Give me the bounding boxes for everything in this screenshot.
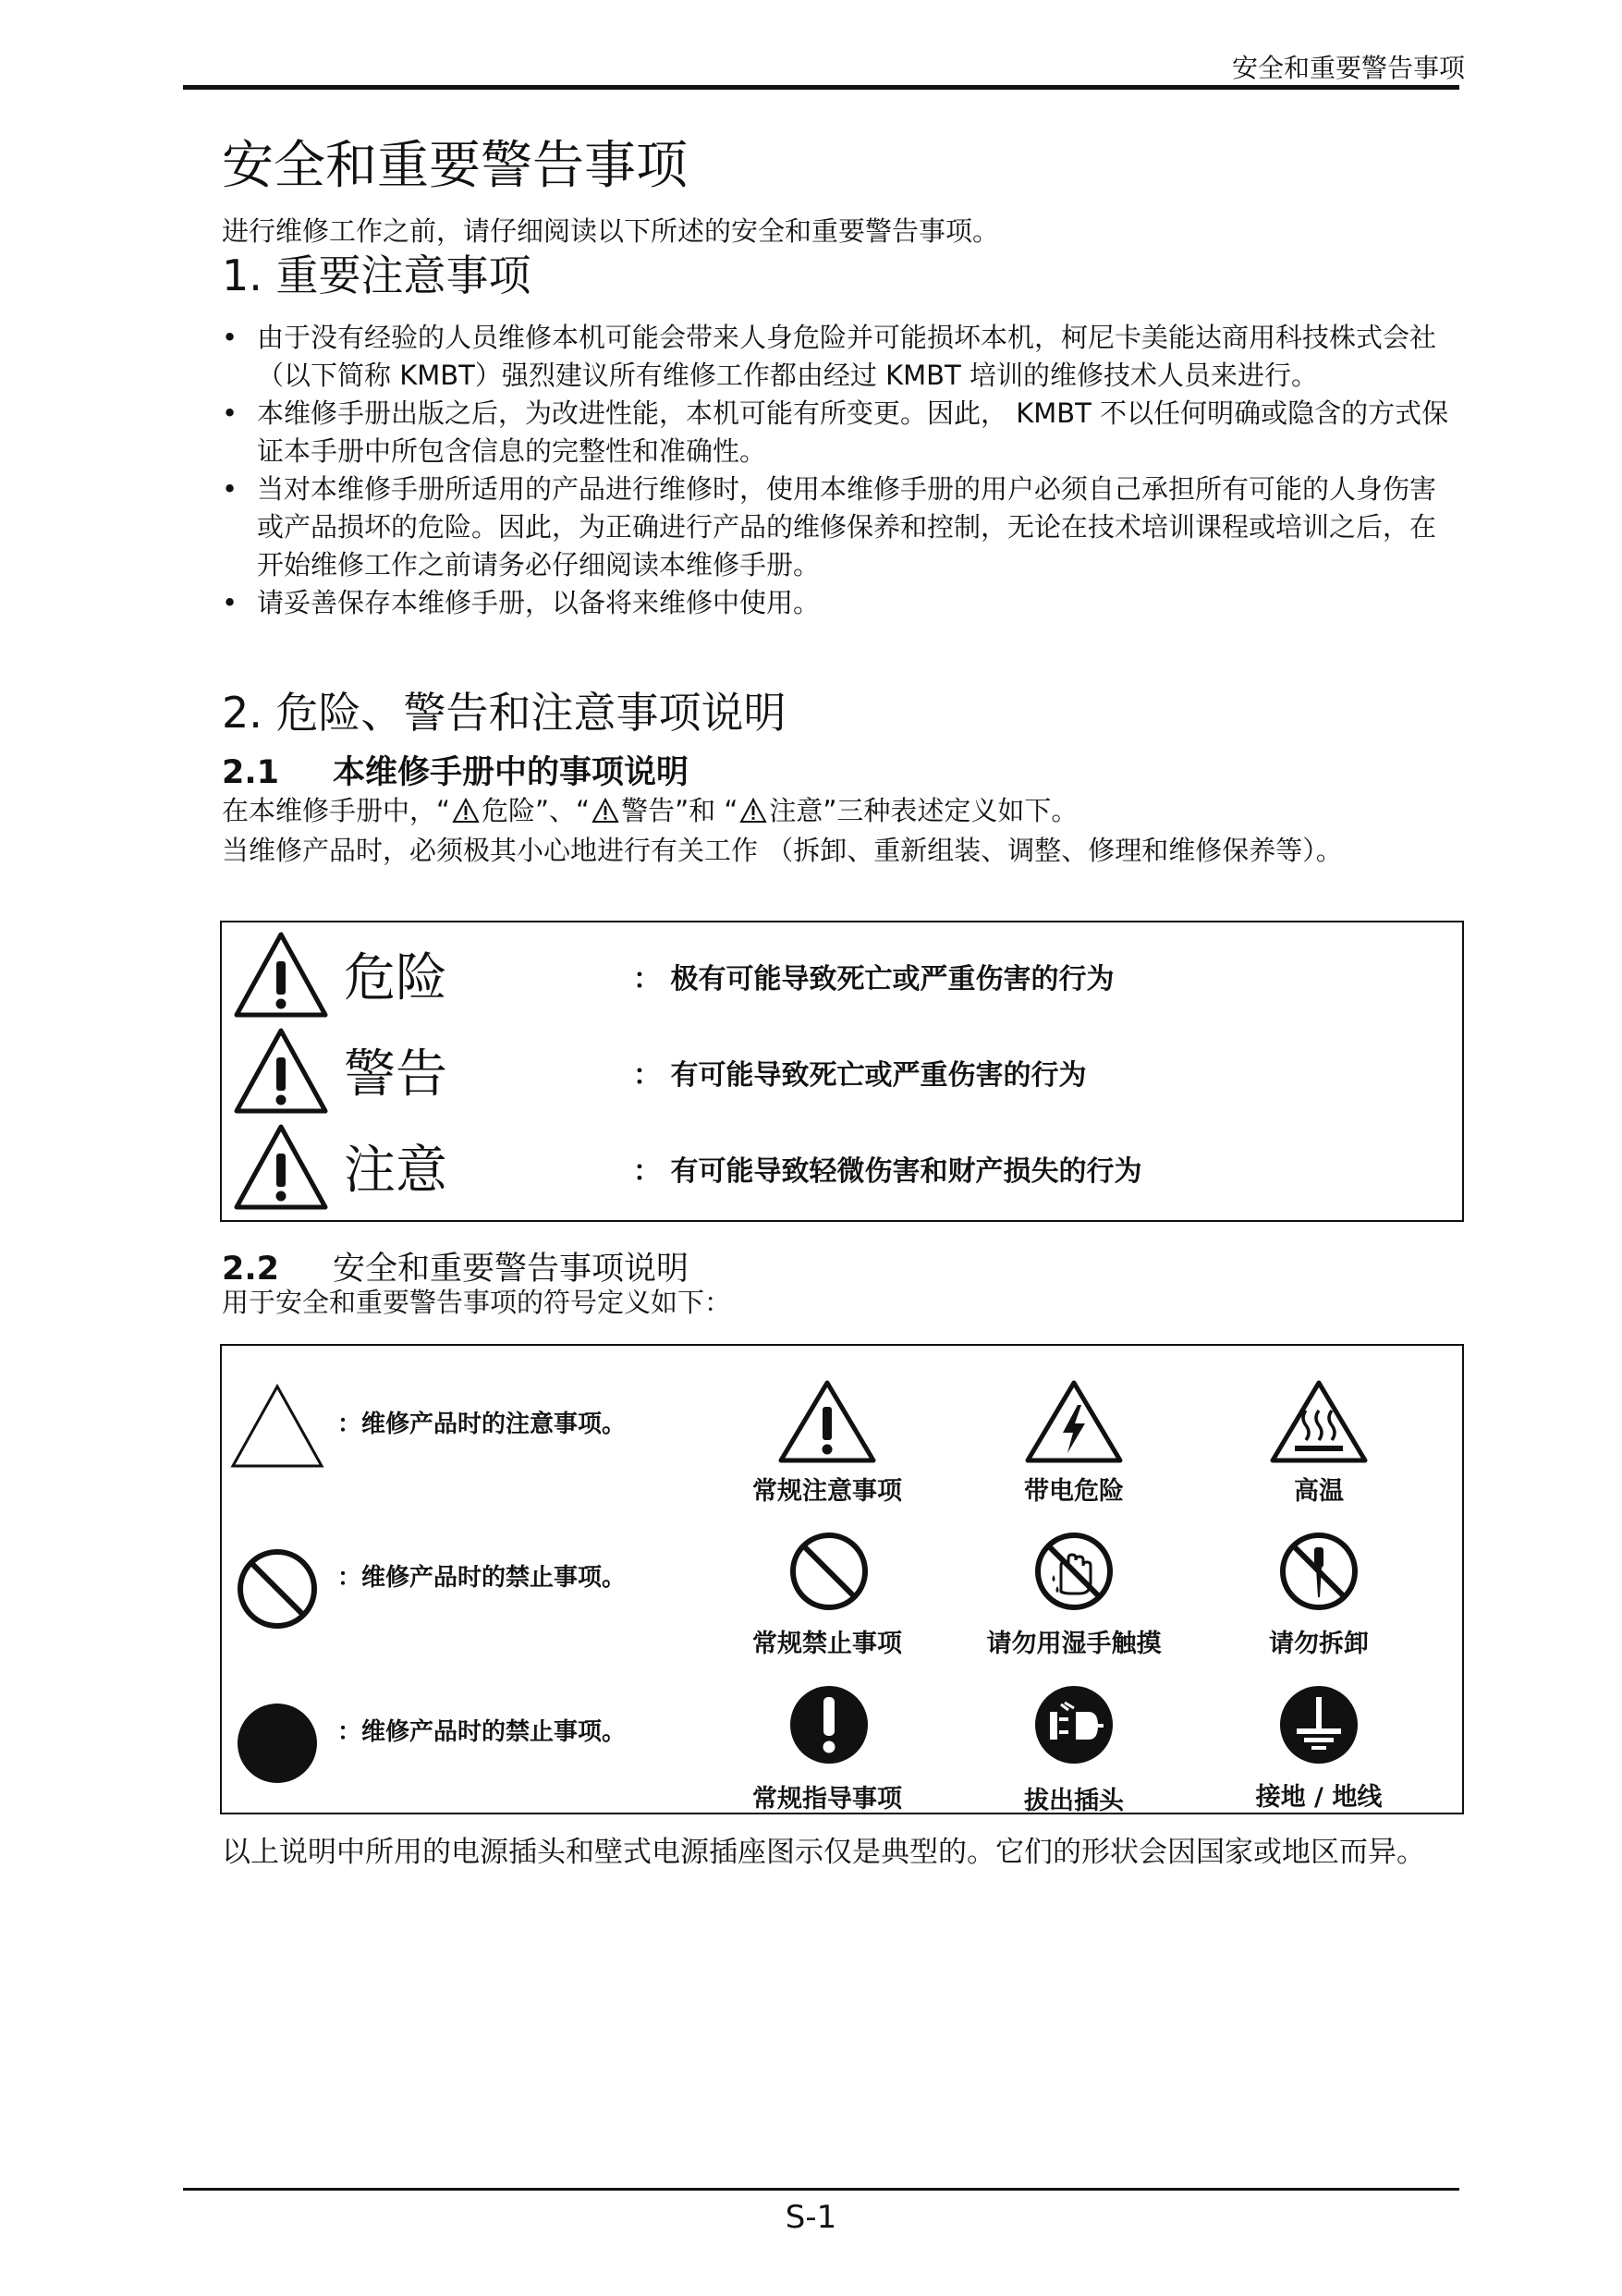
subsection-number: 2.2 xyxy=(222,1251,280,1288)
section-2-heading: 2. 危险、警告和注意事项说明 xyxy=(222,688,787,738)
hazard-description: ： 极有可能导致死亡或严重伤害的行为 xyxy=(633,963,1115,995)
page-title: 安全和重要警告事项 xyxy=(222,136,688,196)
general-prohibition-icon xyxy=(788,1531,870,1612)
symbol-caption: 请勿用湿手触摸 xyxy=(986,1630,1162,1658)
hazard-row-danger xyxy=(233,930,1453,1026)
subsection-2-2-intro: 用于安全和重要警告事项的符号定义如下： xyxy=(222,1287,732,1318)
symbol-caption: 常规指导事项 xyxy=(752,1785,902,1814)
symbol-description: ：维修产品时的注意事项。 xyxy=(337,1411,627,1438)
subsection-title: 安全和重要警告事项说明 xyxy=(333,1251,689,1288)
text-fragment: 在本维修手册中，“ xyxy=(222,795,451,826)
subsection-title: 本维修手册中的事项说明 xyxy=(333,754,689,791)
subsection-2-1-text xyxy=(222,791,1460,871)
running-header: 安全和重要警告事项 xyxy=(1231,53,1465,83)
hazard-row-warning xyxy=(233,1026,1453,1122)
text-fragment: 危险”、“ xyxy=(482,795,591,826)
symbol-caption: 带电危险 xyxy=(1024,1477,1124,1506)
subsection-number: 2.1 xyxy=(222,754,280,791)
symbol-definition-box xyxy=(220,1344,1464,1814)
hazard-description: ： 有可能导致轻微伤害和财产损失的行为 xyxy=(633,1155,1142,1188)
hazard-description: ： 有可能导致死亡或严重伤害的行为 xyxy=(633,1059,1087,1092)
hazard-label: 注意 xyxy=(344,1141,447,1201)
footer-rule xyxy=(183,2188,1459,2191)
subsection-2-1-heading xyxy=(222,747,689,793)
warning-triangle-icon xyxy=(739,798,767,824)
unplug-icon xyxy=(1033,1684,1115,1765)
symbol-description: ：维修产品时的禁止事项。 xyxy=(337,1718,627,1746)
symbol-description: ：维修产品时的禁止事项。 xyxy=(337,1564,627,1592)
bullet-item: • 由于没有经验的人员维修本机可能会带来人身危险并可能损坏本机，柯尼卡美能达商用科技株式会社 （以下简称 KMBT）强烈建议所有维修工作都由经过 KMBT 培训的维修技术人员来进行。 xyxy=(222,319,1451,395)
filled-circle-icon xyxy=(236,1702,319,1785)
general-instruction-icon xyxy=(788,1684,870,1765)
hazard-level-box xyxy=(220,921,1464,1222)
no-disassembly-icon xyxy=(1278,1531,1360,1612)
warning-triangle-icon xyxy=(452,798,480,824)
ground-icon xyxy=(1278,1684,1360,1765)
bullet-item: • 请妥善保存本维修手册，以备将来维修中使用。 xyxy=(222,584,1451,622)
caution-triangle-icon xyxy=(233,1122,329,1211)
text-fragment: 警告”和 “ xyxy=(621,795,738,826)
bullet-item: • 当对本维修手册所适用的产品进行维修时，使用本维修手册的用户必须自己承担所有可能的人身伤害或产品损坏的危险。因此，为正确进行产品的维修保养和控制，无论在技术培训课程或培训之后，在开始维修工作之前请务必仔细阅读本维修手册。 xyxy=(222,470,1451,584)
symbol-caption: 请勿拆卸 xyxy=(1269,1630,1369,1658)
section-1-bullet-list xyxy=(222,319,1451,622)
symbol-caption: 常规注意事项 xyxy=(752,1477,902,1506)
hazard-label: 警告 xyxy=(344,1044,447,1105)
no-wet-hands-icon xyxy=(1033,1531,1115,1612)
electric-shock-icon xyxy=(1024,1379,1124,1464)
definition-line xyxy=(222,791,1460,831)
symbol-caption: 拔出插头 xyxy=(1024,1787,1124,1815)
header-rule xyxy=(183,85,1459,90)
hazard-row-caution xyxy=(233,1122,1453,1218)
hazard-label: 危险 xyxy=(344,948,447,1008)
intro-text: 进行维修工作之前，请仔细阅读以下所述的安全和重要警告事项。 xyxy=(222,215,1000,247)
text-fragment: 注意”三种表述定义如下。 xyxy=(769,795,1079,826)
general-caution-icon xyxy=(777,1379,877,1464)
hot-surface-icon xyxy=(1269,1379,1369,1464)
page-number: S-1 xyxy=(785,2199,837,2236)
warning-triangle-icon xyxy=(591,798,619,824)
symbol-caption: 常规禁止事项 xyxy=(752,1630,902,1658)
prohibition-outline-icon xyxy=(236,1547,319,1630)
bullet-item: • 本维修手册出版之后，为改进性能，本机可能有所变更。因此， KMBT 不以任何明确或隐含的方式保证本手册中所包含信息的完整性和准确性。 xyxy=(222,395,1451,470)
danger-triangle-icon xyxy=(233,930,329,1019)
footer-note: 以上说明中所用的电源插头和壁式电源插座图示仅是典型的。它们的形状会因国家或地区而异。 xyxy=(222,1836,1425,1869)
section-1-heading: 1. 重要注意事项 xyxy=(222,250,531,300)
definition-line: 当维修产品时，必须极其小心地进行有关工作 （拆卸、重新组装、调整、修理和维修保养等）。 xyxy=(222,835,1343,866)
symbol-caption: 接地 / 地线 xyxy=(1255,1783,1383,1812)
symbol-caption: 高温 xyxy=(1294,1477,1344,1506)
warning-triangle-icon xyxy=(233,1026,329,1115)
caution-outline-triangle-icon xyxy=(229,1383,325,1470)
